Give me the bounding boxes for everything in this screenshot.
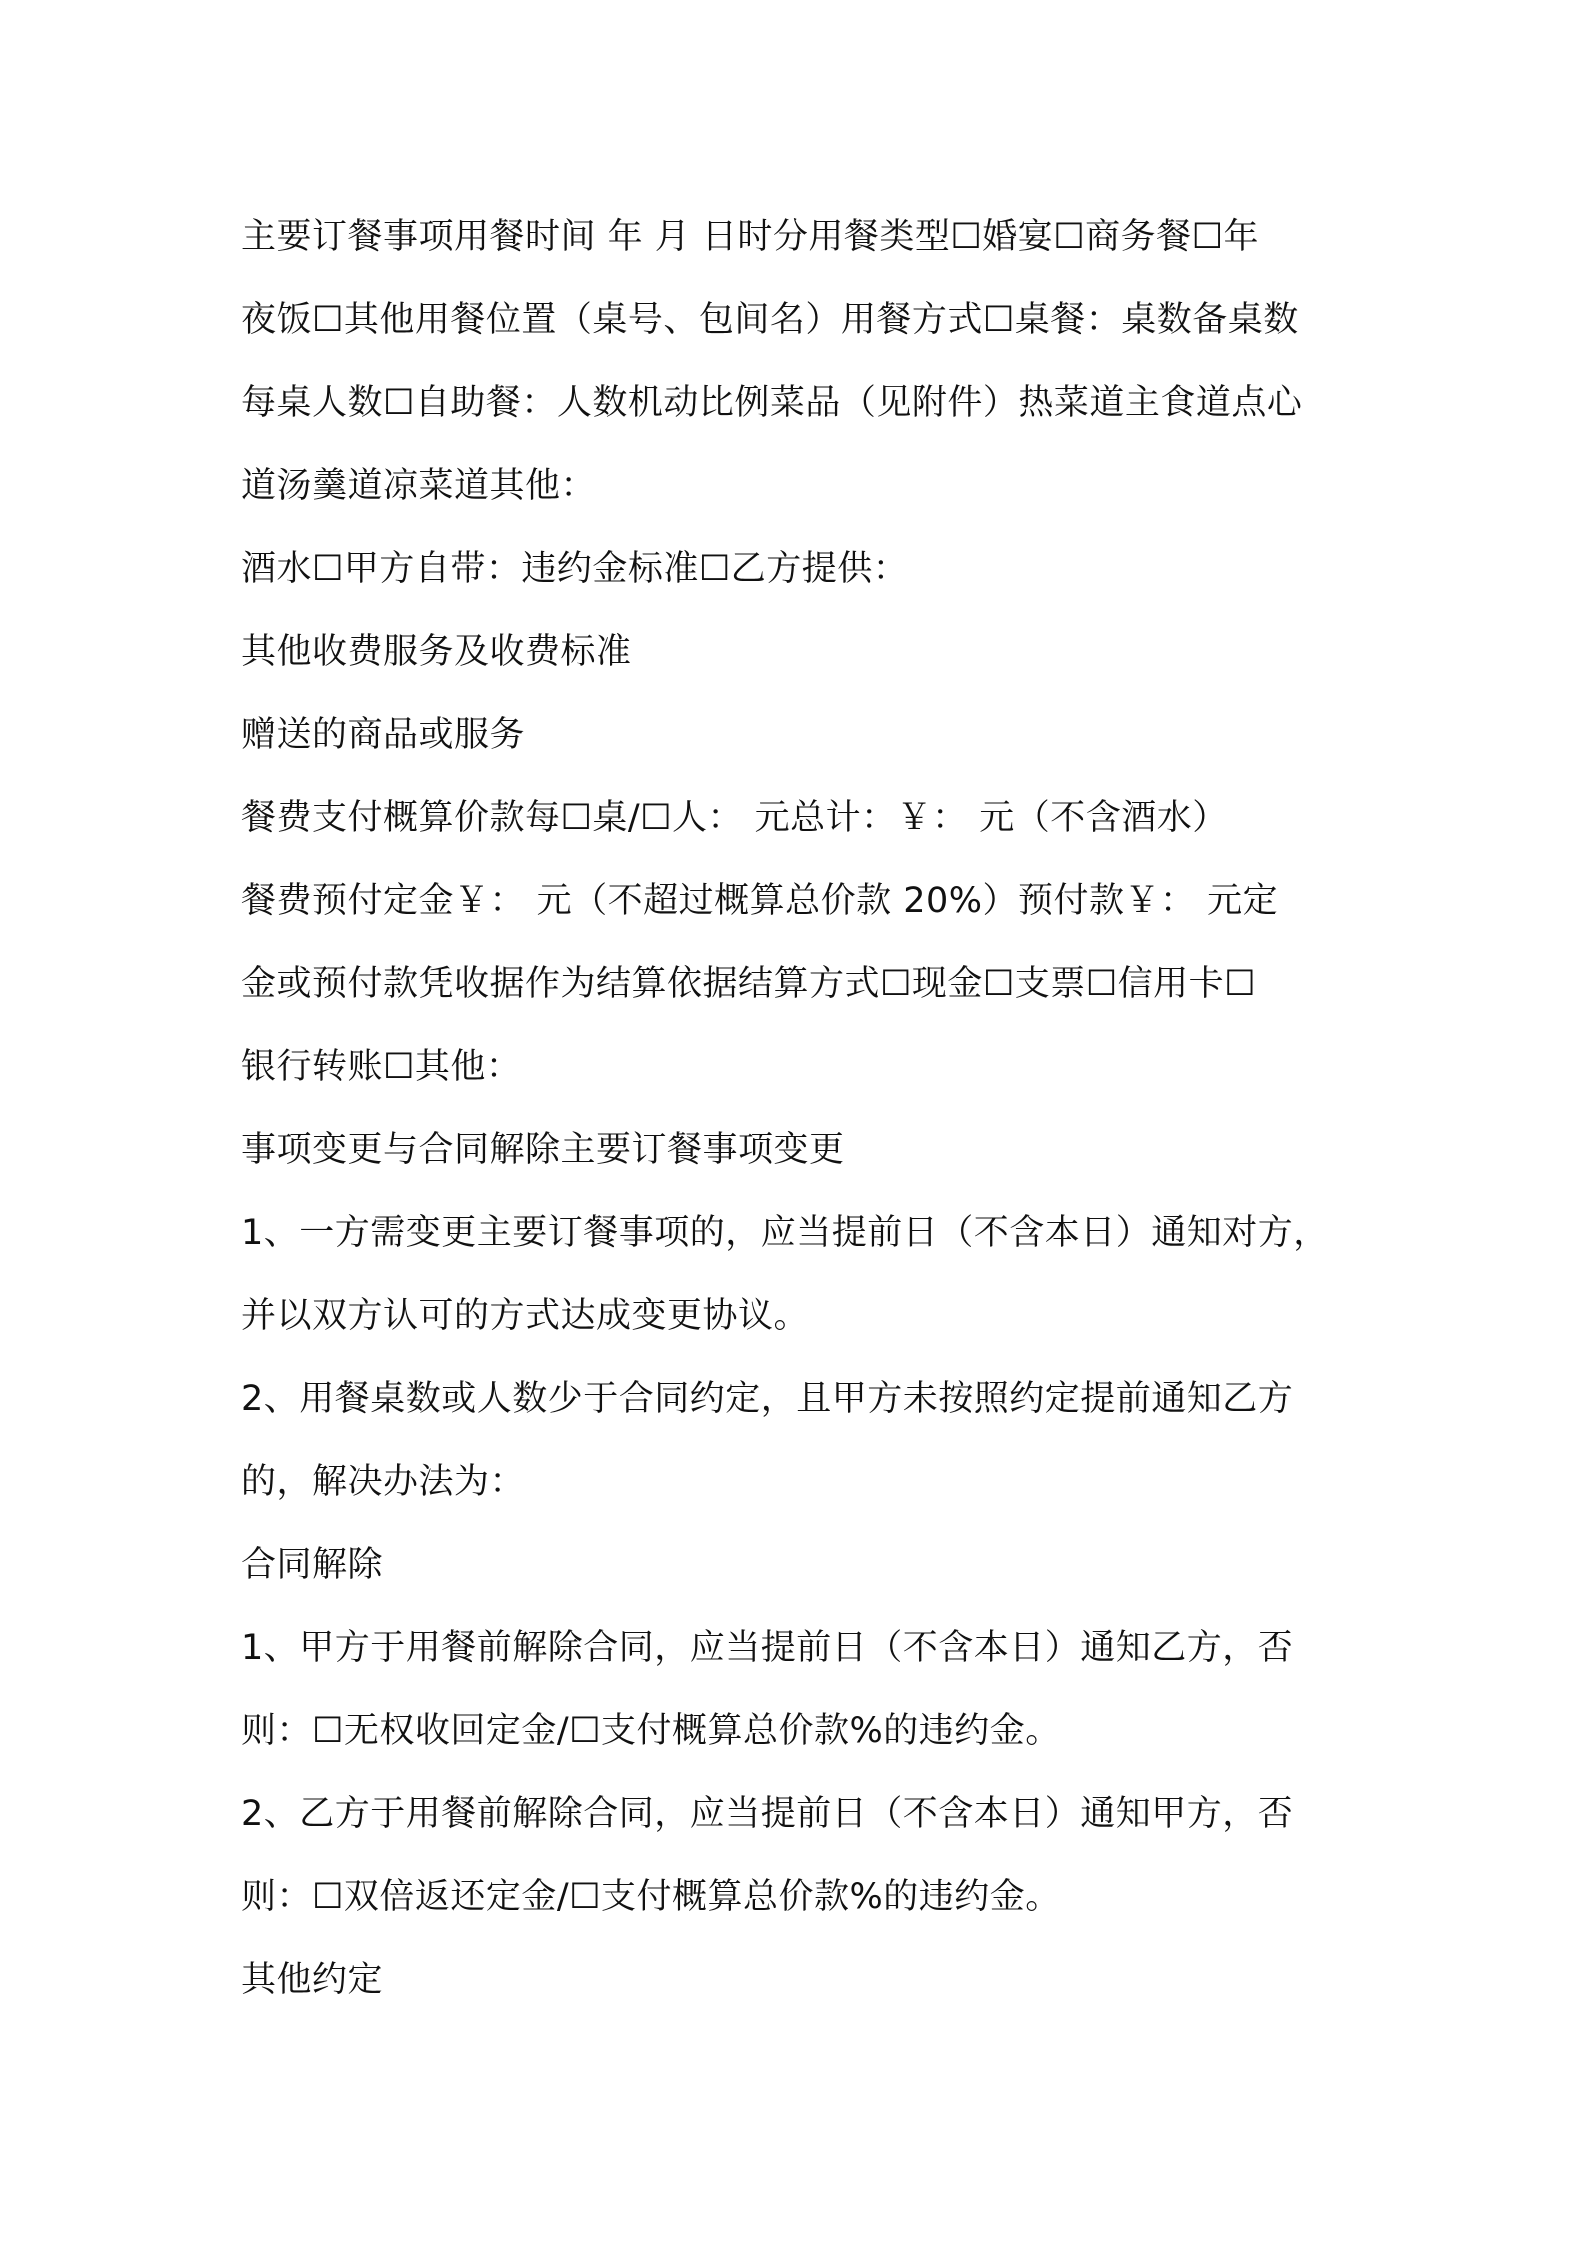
text-line: 则：☐双倍返还定金/☐支付概算总价款%的违约金。 (241, 1877, 1061, 1917)
text-line: 并以双方认可的方式达成变更协议。 (241, 1296, 810, 1336)
text-line: 酒水☐甲方自带：违约金标准☐乙方提供： (241, 549, 909, 589)
text-line: 金或预付款凭收据作为结算依据结算方式☐现金☐支票☐信用卡☐ (241, 964, 1257, 1004)
section-heading: 赠送的商品或服务 (241, 715, 526, 755)
text-line: 则：☐无权收回定金/☐支付概算总价款%的违约金。 (241, 1711, 1061, 1751)
text-line: 主要订餐事项用餐时间 年 月 日时分用餐类型☐婚宴☐商务餐☐年 (241, 217, 1260, 257)
text-line: 餐费预付定金￥： 元（不超过概算总价款 20%）预付款￥： 元定 (241, 881, 1279, 921)
section-heading: 其他约定 (241, 1960, 384, 2000)
text-line: 1、一方需变更主要订餐事项的，应当提前日（不含本日）通知对方， (241, 1213, 1329, 1253)
section-heading: 合同解除 (241, 1545, 384, 1585)
section-heading: 其他收费服务及收费标准 (241, 632, 632, 672)
text-line: 的，解决办法为： (241, 1462, 526, 1502)
text-line: 2、用餐桌数或人数少于合同约定，且甲方未按照约定提前通知乙方 (241, 1379, 1294, 1419)
text-line: 夜饭☐其他用餐位置（桌号、包间名）用餐方式☐桌餐：桌数备桌数 (241, 300, 1299, 340)
document-body (241, 196, 1391, 2022)
text-line: 道汤羹道凉菜道其他： (241, 466, 597, 506)
section-heading: 事项变更与合同解除主要订餐事项变更 (241, 1130, 845, 1170)
text-line: 餐费支付概算价款每☐桌/☐人： 元总计：￥： 元（不含酒水） (241, 798, 1228, 838)
text-line: 银行转账☐其他： (241, 1047, 522, 1087)
text-line: 每桌人数☐自助餐：人数机动比例菜品（见附件）热菜道主食道点心 (241, 383, 1303, 423)
text-line: 2、乙方于用餐前解除合同，应当提前日（不含本日）通知甲方，否 (241, 1794, 1294, 1834)
text-line: 1、甲方于用餐前解除合同，应当提前日（不含本日）通知乙方，否 (241, 1628, 1294, 1668)
